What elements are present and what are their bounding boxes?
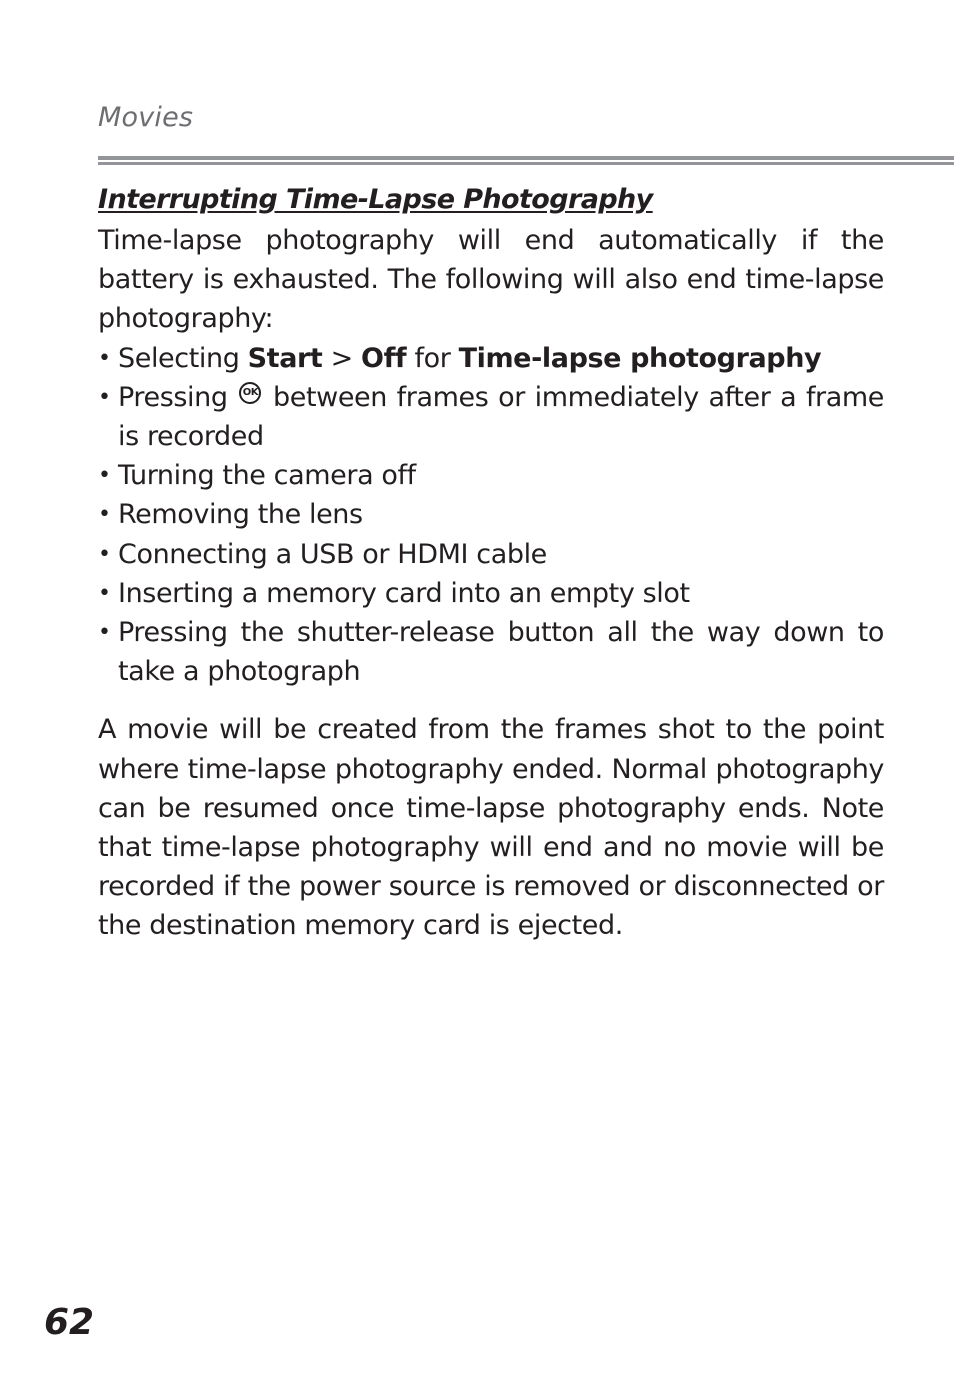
section-heading: Interrupting Time-Lapse Photography bbox=[98, 184, 653, 215]
list-item bbox=[98, 574, 884, 613]
header-rule-thin bbox=[98, 162, 954, 165]
list-item bbox=[98, 535, 884, 574]
bullet-icon: • bbox=[98, 502, 111, 528]
list-item bbox=[98, 378, 884, 456]
menu-option-off: Off bbox=[361, 342, 407, 374]
intro-paragraph: Time-lapse photography will end automatically if the battery is exhausted. The following will also end time-lapse photography: bbox=[98, 225, 884, 335]
list-item-text: Removing the lens bbox=[118, 499, 363, 531]
list-item bbox=[98, 339, 884, 378]
closing-paragraph: A movie will be created from the frames shot to the point where time-lapse photography ended. Normal photography can be resumed once time-lapse photography ends. Note that time-lapse photography will end and no movie will be recorded if the power source is removed or disconnected or the destination memory card is ejected. bbox=[98, 714, 884, 942]
bullet-list bbox=[98, 339, 884, 692]
bullet-icon: • bbox=[98, 620, 111, 646]
ok-button-icon bbox=[239, 382, 261, 404]
bullet-icon: • bbox=[98, 463, 111, 489]
menu-option-start: Start bbox=[247, 342, 323, 374]
menu-separator: > bbox=[322, 342, 362, 374]
section-label: Movies bbox=[98, 102, 194, 133]
bullet-icon: • bbox=[98, 345, 111, 371]
list-item-text: for bbox=[406, 342, 459, 374]
bullet-icon: • bbox=[98, 541, 111, 567]
page-number: 62 bbox=[44, 1302, 95, 1343]
list-item-text: Inserting a memory card into an empty slot bbox=[118, 577, 690, 609]
header-rule bbox=[98, 156, 954, 166]
list-item-text: Pressing bbox=[118, 381, 238, 413]
main-content bbox=[98, 178, 884, 946]
list-item-text: between frames or immediately after a frame is recorded bbox=[118, 381, 885, 453]
list-item-text: Pressing the shutter-release button all the way down to take a photograph bbox=[118, 617, 884, 688]
list-item bbox=[98, 495, 884, 534]
list-item-text: Selecting bbox=[118, 342, 248, 374]
menu-setting-name: Time-lapse photography bbox=[458, 342, 822, 374]
list-item-text: Turning the camera off bbox=[118, 460, 416, 492]
header-rule-thick bbox=[98, 156, 954, 160]
list-item bbox=[98, 456, 884, 495]
bullet-icon: • bbox=[98, 580, 111, 606]
list-item-text: Connecting a USB or HDMI cable bbox=[118, 538, 547, 570]
bullet-icon: • bbox=[98, 384, 111, 410]
list-item bbox=[98, 613, 884, 691]
